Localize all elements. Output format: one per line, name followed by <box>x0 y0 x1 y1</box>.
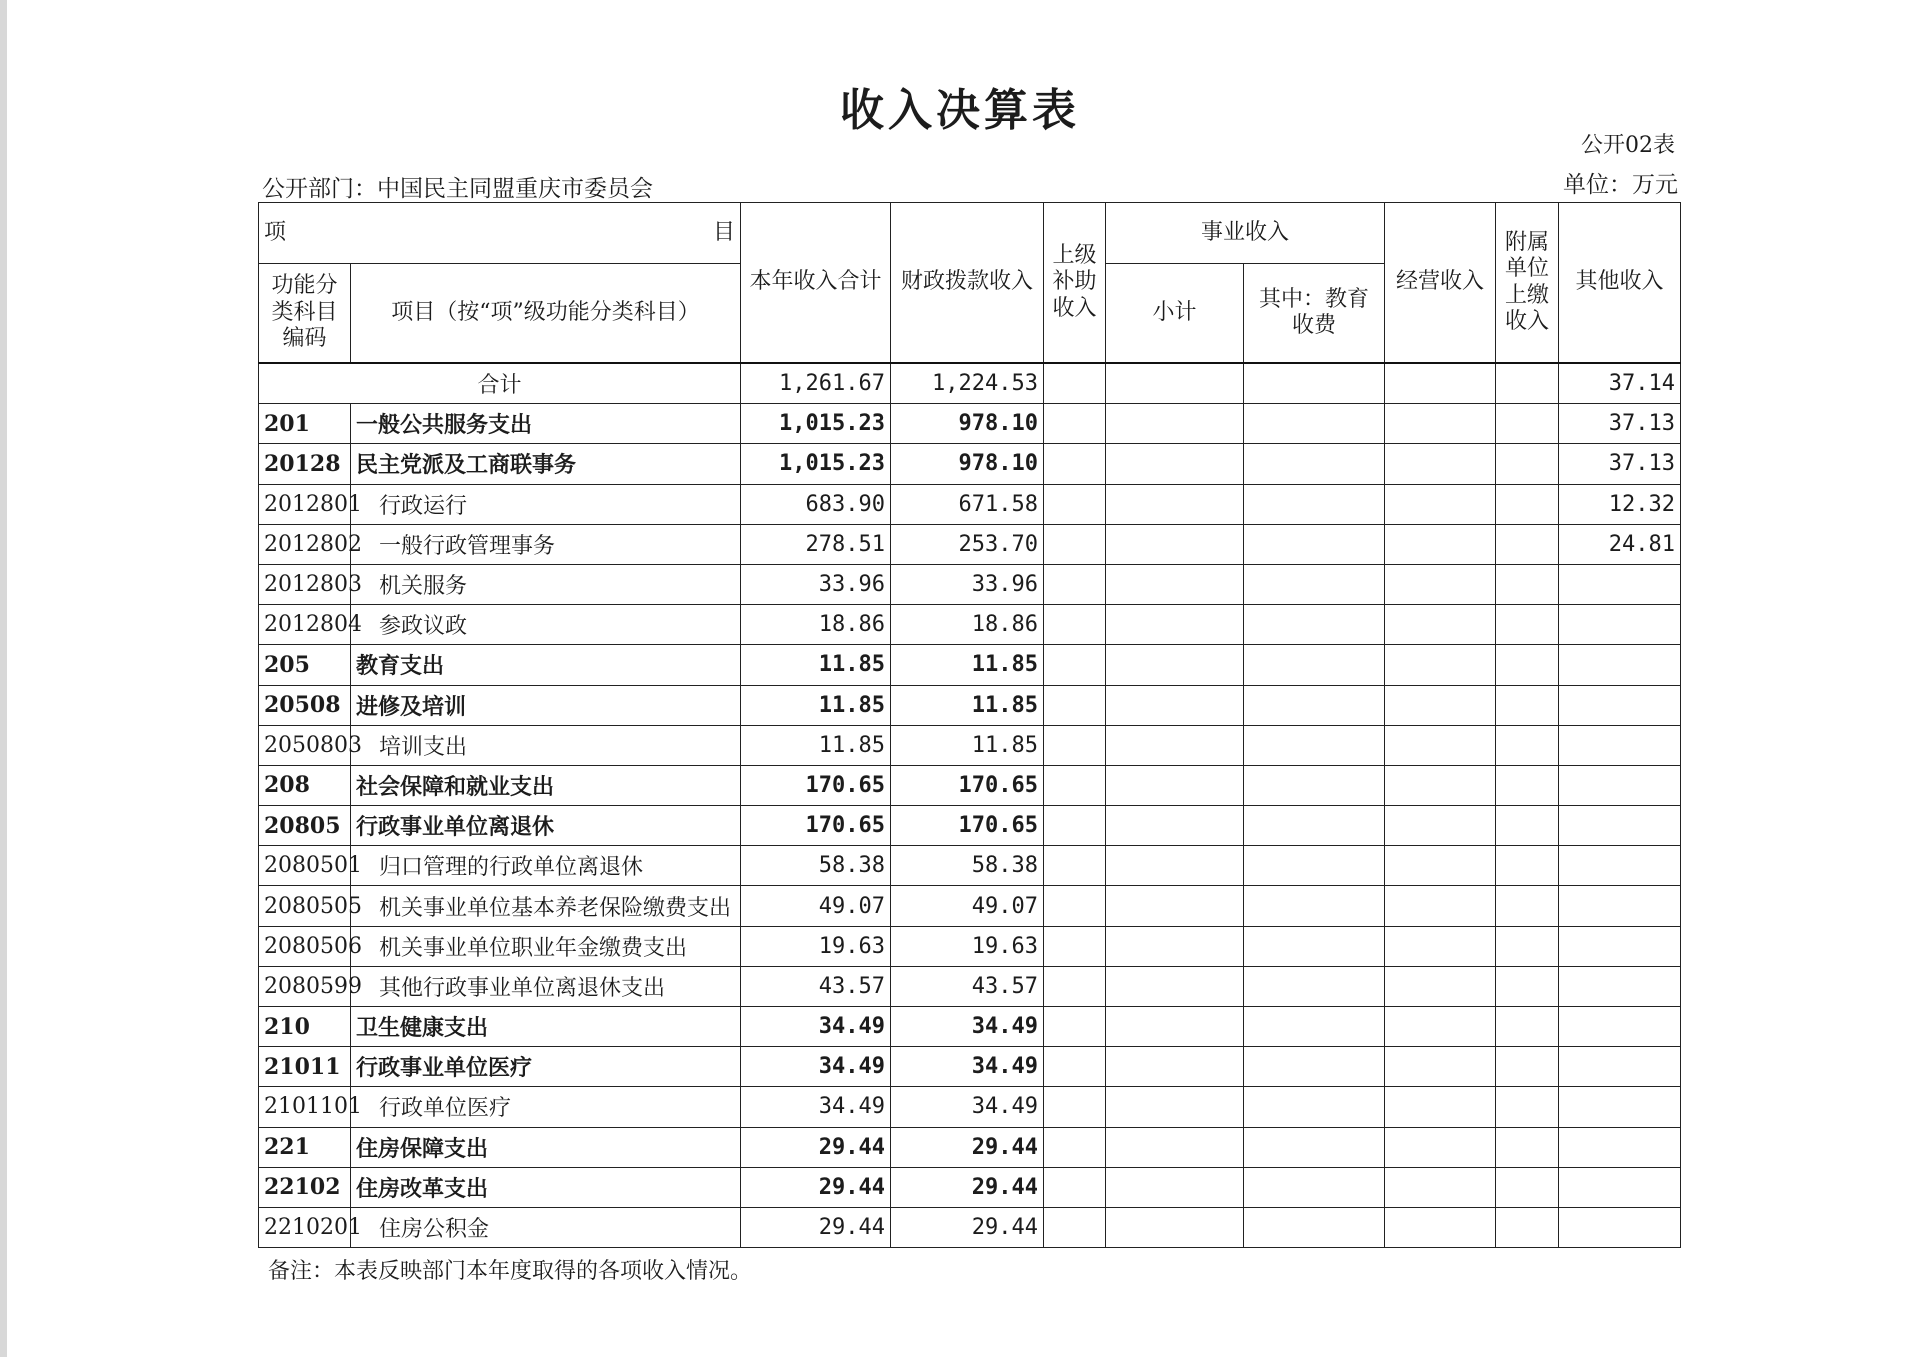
row-total: 11.85 <box>741 725 891 765</box>
row-total: 683.90 <box>741 484 891 524</box>
row-career-subtotal <box>1106 1087 1244 1127</box>
row-business <box>1385 1127 1496 1167</box>
row-business <box>1385 444 1496 484</box>
table-row <box>259 645 1681 685</box>
row-superior <box>1044 524 1106 564</box>
row-career-subtotal <box>1106 444 1244 484</box>
total-row <box>259 363 1681 404</box>
row-other <box>1559 966 1681 1006</box>
row-affiliated <box>1496 1127 1559 1167</box>
row-name: 培训支出 <box>351 725 741 765</box>
row-fiscal: 11.85 <box>891 645 1044 685</box>
row-other: 37.13 <box>1559 404 1681 444</box>
row-total: 18.86 <box>741 605 891 645</box>
header-career-edu: 其中：教育收费 <box>1244 264 1385 364</box>
form-id: 公开02表 <box>1581 133 1675 158</box>
row-business <box>1385 484 1496 524</box>
row-fiscal: 29.44 <box>891 1167 1044 1207</box>
row-career-subtotal <box>1106 605 1244 645</box>
row-fiscal: 19.63 <box>891 926 1044 966</box>
row-name: 行政运行 <box>351 484 741 524</box>
row-other <box>1559 645 1681 685</box>
row-superior <box>1044 966 1106 1006</box>
row-superior <box>1044 444 1106 484</box>
header-total: 本年收入合计 <box>741 203 891 364</box>
row-name: 归口管理的行政单位离退休 <box>351 846 741 886</box>
row-business <box>1385 966 1496 1006</box>
row-fiscal: 43.57 <box>891 966 1044 1006</box>
row-superior <box>1044 484 1106 524</box>
row-other <box>1559 886 1681 926</box>
row-name: 民主党派及工商联事务 <box>351 444 741 484</box>
row-code: 2012801 <box>259 484 351 524</box>
table-row <box>259 765 1681 805</box>
row-total: 1,015.23 <box>741 404 891 444</box>
table-row <box>259 444 1681 484</box>
income-table <box>258 202 1681 1248</box>
row-other <box>1559 765 1681 805</box>
row-career-subtotal <box>1106 765 1244 805</box>
row-affiliated <box>1496 1207 1559 1247</box>
row-career-edu <box>1244 685 1385 725</box>
row-other: 24.81 <box>1559 524 1681 564</box>
row-other <box>1559 846 1681 886</box>
row-code: 2080505 <box>259 886 351 926</box>
row-affiliated <box>1496 1087 1559 1127</box>
row-fiscal: 170.65 <box>891 806 1044 846</box>
row-fiscal: 170.65 <box>891 765 1044 805</box>
row-total: 170.65 <box>741 806 891 846</box>
row-superior <box>1044 645 1106 685</box>
row-fiscal: 49.07 <box>891 886 1044 926</box>
row-total: 170.65 <box>741 765 891 805</box>
row-business <box>1385 1007 1496 1047</box>
row-superior <box>1044 846 1106 886</box>
row-affiliated <box>1496 484 1559 524</box>
header-career-subtotal: 小计 <box>1106 264 1244 364</box>
row-code: 2210201 <box>259 1207 351 1247</box>
row-career-edu <box>1244 846 1385 886</box>
row-career-edu <box>1244 886 1385 926</box>
row-career-edu <box>1244 1087 1385 1127</box>
row-total: 34.49 <box>741 1047 891 1087</box>
row-other: 12.32 <box>1559 484 1681 524</box>
row-other <box>1559 926 1681 966</box>
table-row <box>259 404 1681 444</box>
row-name: 社会保障和就业支出 <box>351 765 741 805</box>
row-career-edu <box>1244 1207 1385 1247</box>
table-row <box>259 926 1681 966</box>
header-name: 项目（按“项”级功能分类科目） <box>351 264 741 364</box>
row-other: 37.13 <box>1559 444 1681 484</box>
row-career-edu <box>1244 966 1385 1006</box>
row-business <box>1385 725 1496 765</box>
row-name: 机关事业单位基本养老保险缴费支出 <box>351 886 741 926</box>
table-row <box>259 846 1681 886</box>
row-code: 2101101 <box>259 1087 351 1127</box>
row-name: 行政单位医疗 <box>351 1087 741 1127</box>
table-row <box>259 725 1681 765</box>
row-career-edu <box>1244 404 1385 444</box>
row-career-subtotal <box>1106 926 1244 966</box>
row-other <box>1559 564 1681 604</box>
row-code: 2080501 <box>259 846 351 886</box>
row-business <box>1385 1167 1496 1207</box>
row-total: 29.44 <box>741 1127 891 1167</box>
row-code: 22102 <box>259 1167 351 1207</box>
row-career-edu <box>1244 524 1385 564</box>
row-career-edu <box>1244 1167 1385 1207</box>
row-career-subtotal <box>1106 685 1244 725</box>
row-fiscal: 11.85 <box>891 725 1044 765</box>
table-row <box>259 1127 1681 1167</box>
table-row <box>259 1167 1681 1207</box>
row-career-edu <box>1244 725 1385 765</box>
row-career-subtotal <box>1106 966 1244 1006</box>
row-total: 278.51 <box>741 524 891 564</box>
row-affiliated <box>1496 926 1559 966</box>
row-code: 20508 <box>259 685 351 725</box>
row-career-edu <box>1244 1047 1385 1087</box>
row-career-subtotal <box>1106 1207 1244 1247</box>
row-superior <box>1044 1007 1106 1047</box>
row-business <box>1385 685 1496 725</box>
row-total: 49.07 <box>741 886 891 926</box>
row-code: 205 <box>259 645 351 685</box>
row-code: 21011 <box>259 1047 351 1087</box>
table-row <box>259 806 1681 846</box>
row-fiscal: 58.38 <box>891 846 1044 886</box>
row-name: 行政事业单位医疗 <box>351 1047 741 1087</box>
row-other <box>1559 1007 1681 1047</box>
row-superior <box>1044 685 1106 725</box>
row-fiscal: 18.86 <box>891 605 1044 645</box>
row-total: 11.85 <box>741 645 891 685</box>
header-affiliated: 附属单位上缴收入 <box>1496 203 1559 364</box>
row-career-subtotal <box>1106 725 1244 765</box>
row-total: 29.44 <box>741 1167 891 1207</box>
total-other: 37.14 <box>1559 363 1681 404</box>
row-total: 19.63 <box>741 926 891 966</box>
table-row <box>259 484 1681 524</box>
row-career-subtotal <box>1106 886 1244 926</box>
row-superior <box>1044 806 1106 846</box>
row-other <box>1559 1207 1681 1247</box>
row-superior <box>1044 1207 1106 1247</box>
row-fiscal: 29.44 <box>891 1207 1044 1247</box>
total-business <box>1385 363 1496 404</box>
table-row <box>259 1087 1681 1127</box>
row-fiscal: 671.58 <box>891 484 1044 524</box>
row-business <box>1385 886 1496 926</box>
row-code: 2050803 <box>259 725 351 765</box>
row-superior <box>1044 926 1106 966</box>
row-affiliated <box>1496 765 1559 805</box>
row-career-edu <box>1244 806 1385 846</box>
row-code: 2012804 <box>259 605 351 645</box>
row-business <box>1385 1207 1496 1247</box>
row-affiliated <box>1496 886 1559 926</box>
row-affiliated <box>1496 806 1559 846</box>
row-superior <box>1044 886 1106 926</box>
row-fiscal: 11.85 <box>891 685 1044 725</box>
row-code: 2080599 <box>259 966 351 1006</box>
row-name: 住房改革支出 <box>351 1167 741 1207</box>
row-career-edu <box>1244 1127 1385 1167</box>
total-career-edu <box>1244 363 1385 404</box>
header-superior: 上级补助收入 <box>1044 203 1106 364</box>
total-sum: 1,261.67 <box>741 363 891 404</box>
row-fiscal: 33.96 <box>891 564 1044 604</box>
row-superior <box>1044 1127 1106 1167</box>
row-superior <box>1044 725 1106 765</box>
department-label: 公开部门：中国民主同盟重庆市委员会 <box>262 176 653 202</box>
row-affiliated <box>1496 605 1559 645</box>
row-affiliated <box>1496 1007 1559 1047</box>
header-fiscal: 财政拨款收入 <box>891 203 1044 364</box>
row-other <box>1559 1047 1681 1087</box>
row-name: 行政事业单位离退休 <box>351 806 741 846</box>
row-career-edu <box>1244 645 1385 685</box>
row-superior <box>1044 1087 1106 1127</box>
total-fiscal: 1,224.53 <box>891 363 1044 404</box>
row-business <box>1385 564 1496 604</box>
row-name: 卫生健康支出 <box>351 1007 741 1047</box>
row-career-edu <box>1244 1007 1385 1047</box>
row-fiscal: 978.10 <box>891 404 1044 444</box>
row-total: 34.49 <box>741 1007 891 1047</box>
row-name: 机关服务 <box>351 564 741 604</box>
row-code: 20805 <box>259 806 351 846</box>
unit-label: 单位：万元 <box>1563 172 1678 198</box>
row-code: 2012802 <box>259 524 351 564</box>
row-fiscal: 34.49 <box>891 1087 1044 1127</box>
header-code: 功能分类科目编码 <box>259 264 351 364</box>
row-fiscal: 253.70 <box>891 524 1044 564</box>
row-name: 住房公积金 <box>351 1207 741 1247</box>
row-code: 221 <box>259 1127 351 1167</box>
row-name: 一般公共服务支出 <box>351 404 741 444</box>
row-affiliated <box>1496 685 1559 725</box>
row-name: 进修及培训 <box>351 685 741 725</box>
row-career-edu <box>1244 605 1385 645</box>
row-total: 34.49 <box>741 1087 891 1127</box>
row-career-subtotal <box>1106 1047 1244 1087</box>
header-item-left: 项 <box>264 219 287 245</box>
row-code: 210 <box>259 1007 351 1047</box>
row-code: 20128 <box>259 444 351 484</box>
row-career-subtotal <box>1106 484 1244 524</box>
row-business <box>1385 1047 1496 1087</box>
header-other: 其他收入 <box>1559 203 1681 364</box>
row-business <box>1385 806 1496 846</box>
row-total: 43.57 <box>741 966 891 1006</box>
row-fiscal: 978.10 <box>891 444 1044 484</box>
row-career-edu <box>1244 765 1385 805</box>
row-code: 2012803 <box>259 564 351 604</box>
row-fiscal: 29.44 <box>891 1127 1044 1167</box>
row-career-subtotal <box>1106 806 1244 846</box>
row-other <box>1559 605 1681 645</box>
row-total: 11.85 <box>741 685 891 725</box>
row-career-edu <box>1244 564 1385 604</box>
row-career-edu <box>1244 444 1385 484</box>
row-name: 参政议政 <box>351 605 741 645</box>
total-superior <box>1044 363 1106 404</box>
row-career-subtotal <box>1106 564 1244 604</box>
table-row <box>259 966 1681 1006</box>
row-affiliated <box>1496 846 1559 886</box>
header-career: 事业收入 <box>1106 203 1385 264</box>
header-business: 经营收入 <box>1385 203 1496 364</box>
table-row <box>259 886 1681 926</box>
row-total: 33.96 <box>741 564 891 604</box>
row-affiliated <box>1496 1047 1559 1087</box>
row-superior <box>1044 404 1106 444</box>
row-business <box>1385 645 1496 685</box>
row-affiliated <box>1496 1167 1559 1207</box>
table-row <box>259 564 1681 604</box>
row-code: 201 <box>259 404 351 444</box>
row-superior <box>1044 564 1106 604</box>
page-edge <box>0 0 7 1357</box>
header-item <box>259 203 741 264</box>
table-row <box>259 605 1681 645</box>
row-career-subtotal <box>1106 1127 1244 1167</box>
row-name: 教育支出 <box>351 645 741 685</box>
row-code: 2080506 <box>259 926 351 966</box>
row-business <box>1385 1087 1496 1127</box>
row-superior <box>1044 605 1106 645</box>
table-row <box>259 1007 1681 1047</box>
row-career-subtotal <box>1106 404 1244 444</box>
row-other <box>1559 1087 1681 1127</box>
row-name: 住房保障支出 <box>351 1127 741 1167</box>
row-career-subtotal <box>1106 1167 1244 1207</box>
row-other <box>1559 685 1681 725</box>
row-fiscal: 34.49 <box>891 1047 1044 1087</box>
total-label: 合计 <box>259 363 741 404</box>
row-career-subtotal <box>1106 846 1244 886</box>
table-row <box>259 1047 1681 1087</box>
table-row <box>259 524 1681 564</box>
row-superior <box>1044 765 1106 805</box>
row-career-subtotal <box>1106 645 1244 685</box>
row-total: 29.44 <box>741 1207 891 1247</box>
row-total: 1,015.23 <box>741 444 891 484</box>
footnote: 备注：本表反映部门本年度取得的各项收入情况。 <box>268 1259 753 1284</box>
row-business <box>1385 846 1496 886</box>
page-title: 收入决算表 <box>840 85 1080 136</box>
row-affiliated <box>1496 966 1559 1006</box>
row-affiliated <box>1496 564 1559 604</box>
row-other <box>1559 806 1681 846</box>
row-code: 208 <box>259 765 351 805</box>
row-affiliated <box>1496 645 1559 685</box>
row-superior <box>1044 1167 1106 1207</box>
row-business <box>1385 926 1496 966</box>
row-affiliated <box>1496 444 1559 484</box>
row-other <box>1559 1167 1681 1207</box>
row-affiliated <box>1496 725 1559 765</box>
row-affiliated <box>1496 524 1559 564</box>
row-name: 一般行政管理事务 <box>351 524 741 564</box>
total-affiliated <box>1496 363 1559 404</box>
row-business <box>1385 765 1496 805</box>
row-business <box>1385 605 1496 645</box>
row-name: 其他行政事业单位离退休支出 <box>351 966 741 1006</box>
row-affiliated <box>1496 404 1559 444</box>
row-career-subtotal <box>1106 524 1244 564</box>
total-career-subtotal <box>1106 363 1244 404</box>
table-row <box>259 685 1681 725</box>
row-other <box>1559 725 1681 765</box>
row-career-edu <box>1244 926 1385 966</box>
row-name: 机关事业单位职业年金缴费支出 <box>351 926 741 966</box>
row-business <box>1385 404 1496 444</box>
row-business <box>1385 524 1496 564</box>
row-other <box>1559 1127 1681 1167</box>
row-total: 58.38 <box>741 846 891 886</box>
table-row <box>259 1207 1681 1247</box>
row-fiscal: 34.49 <box>891 1007 1044 1047</box>
header-item-right: 目 <box>712 219 735 245</box>
row-career-subtotal <box>1106 1007 1244 1047</box>
row-career-edu <box>1244 484 1385 524</box>
row-superior <box>1044 1047 1106 1087</box>
